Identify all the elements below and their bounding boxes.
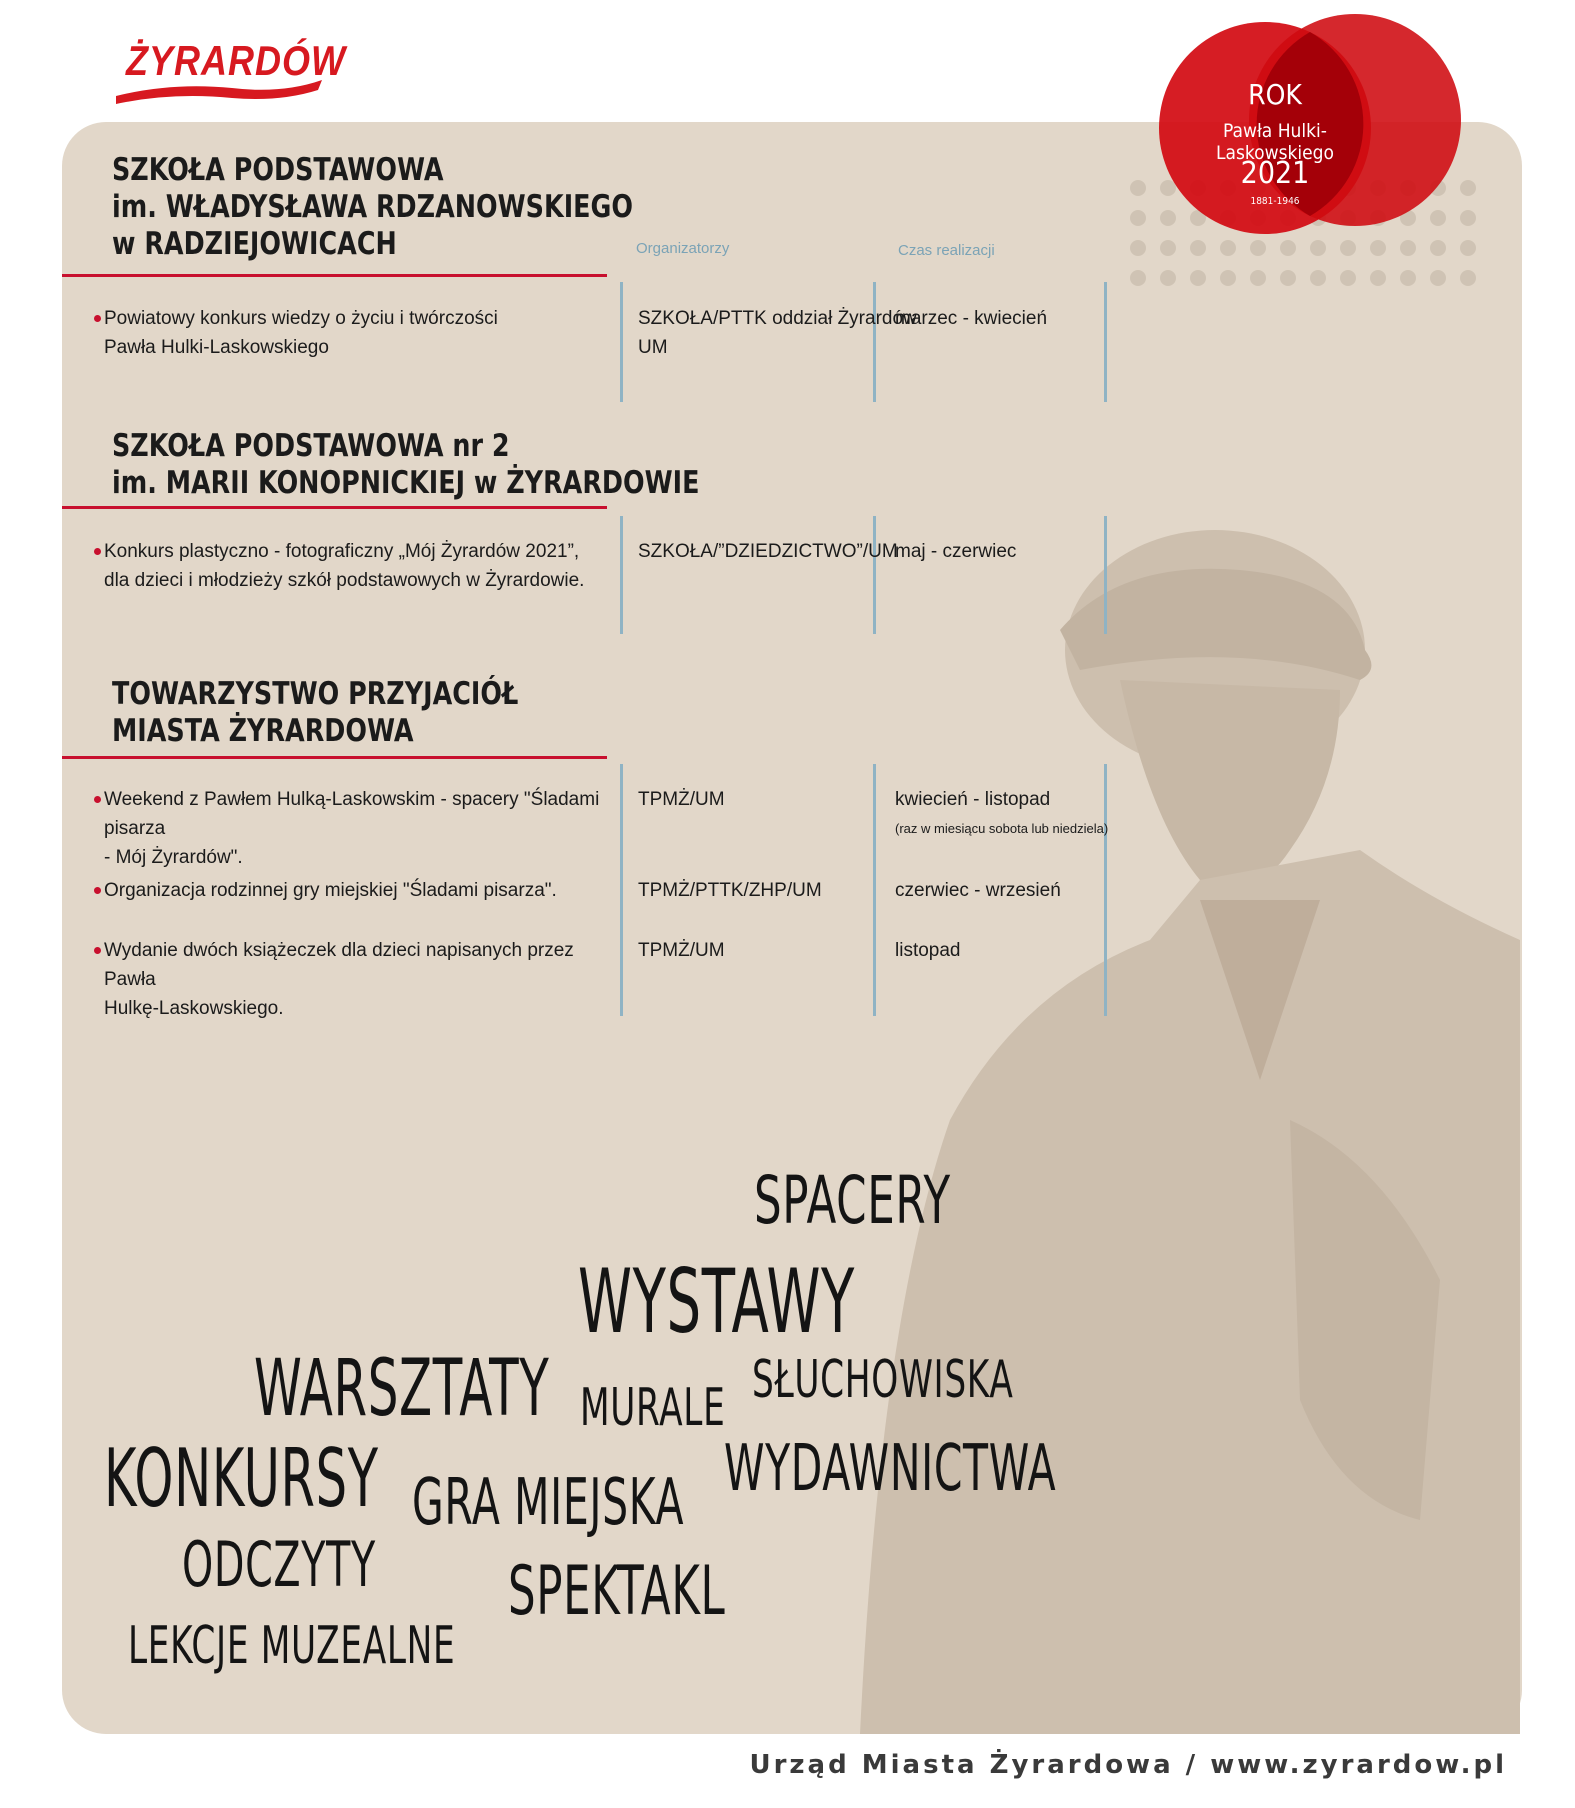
word-wystawy: WYSTAWY xyxy=(578,1250,855,1353)
logo-text: ŻYRARDÓW xyxy=(126,36,346,84)
decor-dot xyxy=(1130,210,1146,226)
activity-item xyxy=(104,936,624,1023)
decor-dot xyxy=(1430,270,1446,286)
activity-item xyxy=(104,876,624,905)
word-wydawnictwa: WYDAWNICTWA xyxy=(724,1432,1057,1506)
activity-item xyxy=(104,537,624,595)
section-divider xyxy=(62,506,607,509)
organizers-text: UM xyxy=(638,337,668,358)
decor-dot xyxy=(1160,270,1176,286)
word-murale: MURALE xyxy=(580,1378,726,1438)
decor-dot xyxy=(1250,270,1266,286)
organizers-cell xyxy=(638,304,917,362)
activity-text: - Mój Żyrardów". xyxy=(104,847,243,868)
activity-text: Konkurs plastyczno - fotograficzny „Mój Żyrardów 2021”, xyxy=(104,541,580,562)
bullet-icon xyxy=(94,887,101,894)
decor-dot xyxy=(1370,270,1386,286)
badge-name: Pawła Hulki-Laskowskiego xyxy=(1216,120,1334,164)
section-divider xyxy=(62,274,607,277)
decor-dot xyxy=(1400,270,1416,286)
organizers-cell: SZKOŁA/”DZIEDZICTWO”/UM xyxy=(638,541,898,562)
column-divider xyxy=(873,764,876,1016)
activity-text: Wydanie dwóch książeczek dla dzieci napisanych przez Pawła xyxy=(104,940,574,990)
column-divider xyxy=(873,516,876,634)
portrait-illustration xyxy=(820,520,1520,1734)
section-title-line: TOWARZYSTWO PRZYJACIÓŁ xyxy=(112,676,519,712)
bullet-icon xyxy=(94,315,101,322)
word-konkursy: KONKURSY xyxy=(104,1432,379,1525)
word-sluchowiska: SŁUCHOWISKA xyxy=(752,1350,1014,1410)
activity-item xyxy=(104,304,624,362)
time-note: (raz w miesiącu sobota lub niedziela) xyxy=(895,821,1109,836)
organizers-text: SZKOŁA/PTTK oddział Żyrardów xyxy=(638,308,917,329)
word-spacery: SPACERY xyxy=(754,1162,951,1239)
column-divider xyxy=(1104,516,1107,634)
decor-dot xyxy=(1130,270,1146,286)
zyrardow-logo xyxy=(112,36,346,108)
badge-year: 2021 xyxy=(1240,156,1310,191)
decor-dot xyxy=(1310,270,1326,286)
word-gra-miejska: GRA MIEJSKA xyxy=(412,1466,685,1540)
section-divider xyxy=(62,756,607,759)
badge-dates: 1881-1946 xyxy=(1250,196,1300,207)
decor-dot xyxy=(1130,180,1146,196)
word-warsztaty: WARSZTATY xyxy=(254,1344,550,1434)
section-title-line: w RADZIEJOWICACH xyxy=(112,226,397,262)
bullet-icon xyxy=(94,947,101,954)
decor-dot xyxy=(1280,270,1296,286)
organizers-cell: TPMŻ/UM xyxy=(638,789,725,810)
decor-dot xyxy=(1460,270,1476,286)
time-text: kwiecień - listopad xyxy=(895,789,1051,810)
section-title-line: im. WŁADYSŁAWA RDZANOWSKIEGO xyxy=(112,189,633,225)
word-lekcje-muzealne: LEKCJE MUZEALNE xyxy=(128,1616,456,1676)
time-cell: czerwiec - wrzesień xyxy=(895,880,1061,901)
activity-text: dla dzieci i młodzieży szkół podstawowych w Żyrardowie. xyxy=(104,570,585,591)
decor-dot xyxy=(1130,240,1146,256)
time-column-header: Czas realizacji xyxy=(898,242,995,259)
decor-dot xyxy=(1340,270,1356,286)
activity-text: Hulkę-Laskowskiego. xyxy=(104,998,284,1019)
section-title-line: SZKOŁA PODSTAWOWA xyxy=(112,152,444,188)
organizers-column-header: Organizatorzy xyxy=(636,240,730,257)
section-title-line: SZKOŁA PODSTAWOWA nr 2 xyxy=(112,428,510,464)
footer-text: Urząd Miasta Żyrardowa / www.zyrardow.pl xyxy=(749,1750,1507,1780)
bullet-icon xyxy=(94,796,101,803)
activity-text: Powiatowy konkurs wiedzy o życiu i twórczości xyxy=(104,308,498,329)
word-odczyty: ODCZYTY xyxy=(182,1528,376,1601)
activity-item xyxy=(104,785,624,872)
column-divider xyxy=(1104,282,1107,402)
activity-text: Pawła Hulki-Laskowskiego xyxy=(104,337,329,358)
decor-dot xyxy=(1220,270,1236,286)
word-spektakl: SPEKTAKL xyxy=(508,1552,726,1631)
section-title-school-radziejowice xyxy=(112,152,633,263)
organizers-cell: TPMŻ/UM xyxy=(638,940,725,961)
section-title-line: im. MARII KONOPNICKIEJ w ŻYRARDOWIE xyxy=(112,465,700,501)
time-cell: maj - czerwiec xyxy=(895,541,1017,562)
time-cell xyxy=(895,785,1108,843)
activity-text: Weekend z Pawłem Hulką-Laskowskim - spacery "Śladami pisarza xyxy=(104,789,600,839)
section-title-line: MIASTA ŻYRARDOWA xyxy=(112,713,414,749)
section-title-tpmz xyxy=(112,676,518,750)
time-cell: listopad xyxy=(895,940,961,961)
badge-rok: ROK xyxy=(1248,78,1302,111)
section-title-school-nr2 xyxy=(112,428,699,502)
decor-dot xyxy=(1190,270,1206,286)
activity-text: Organizacja rodzinnej gry miejskiej "Śladami pisarza". xyxy=(104,880,557,901)
organizers-cell: TPMŻ/PTTK/ZHP/UM xyxy=(638,880,822,901)
time-cell: marzec - kwiecień xyxy=(895,308,1048,329)
bullet-icon xyxy=(94,548,101,555)
